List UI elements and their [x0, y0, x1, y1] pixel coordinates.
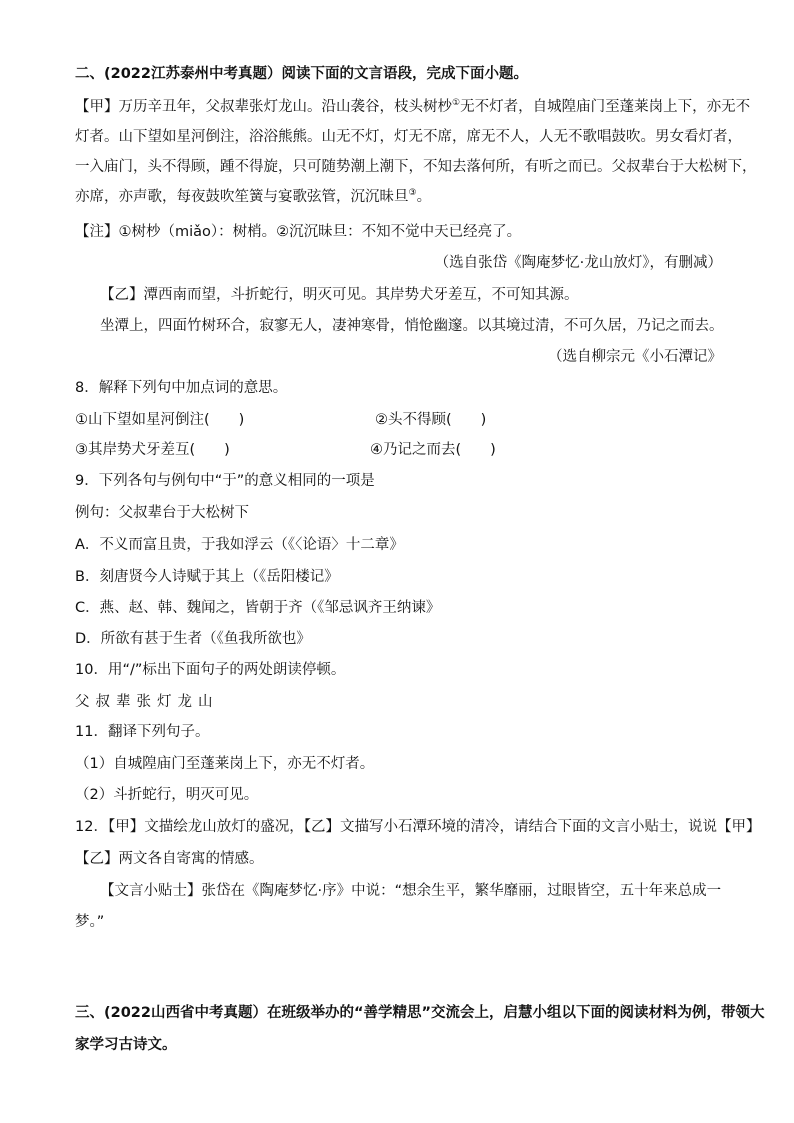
jia-text-4a: 亦席，亦声歌，每夜鼓吹笙簧与宴歌弦管，沉沉昧旦	[75, 189, 409, 205]
source-citation-1: （选自张岱《陶庵梦忆·龙山放灯》，有删减）	[434, 255, 722, 271]
q11-item-2: （2）斗折蛇行，明灭可见。	[75, 787, 259, 803]
jia-line-4	[75, 187, 431, 207]
note-mark-1: ①	[452, 98, 461, 109]
q9-option-b: B．刻唐贤今人诗赋于其上（《岳阳楼记》	[75, 569, 339, 585]
jia-line-2: 灯者。山下望如星河倒注，浴浴熊熊。山无不灯，灯无不席，席无不人，人无不歌唱鼓吹。男女看灯者，	[75, 129, 742, 145]
q11-item-1: （1）自城隍庙门至蓬莱岗上下，亦无不灯者。	[75, 756, 375, 772]
q12-tip-line-2: 梦。”	[75, 914, 105, 930]
section2-heading: 二、(2022江苏泰州中考真题）阅读下面的文言语段，完成下面小题。	[75, 66, 528, 82]
jia-line-3: 一入庙门，头不得顾，踵不得旋，只可随势潮上潮下，不知去落何所，有听之而已。父叔辈台于大松树下，	[75, 159, 757, 175]
q9-option-a: A．不义而富且贵，于我如浮云（《〈论语〉十二章》	[75, 537, 404, 553]
q12-tip-line-1: 【文言小贴士】张岱在《陶庵梦忆·序》中说：“想余生平，繁华靡丽，过眼皆空，五十年来总成一	[100, 883, 722, 899]
q9-example: 例句：父叔辈台于大松树下	[75, 505, 249, 521]
q8-item-1: ①山下望如星河倒注( )	[75, 412, 245, 428]
source-citation-2: （选自柳宗元《小石潭记》	[548, 349, 722, 365]
q10-title: 10．用“/”标出下面句子的两处朗读停顿。	[75, 662, 346, 678]
jia-text-1b: 无不灯者，自城隍庙门至蓬莱岗上下，亦无不	[460, 99, 751, 115]
q9-title: 9．下列各句与例句中“于”的意义相同的一项是	[75, 473, 375, 489]
yi-paragraph-2: 坐潭上，四面竹树环合，寂寥无人，凄神寒骨，悄怆幽邃。以其境过清，不可久居，乃记之而去。	[100, 318, 724, 334]
note-mark-3: ③	[408, 188, 417, 199]
jia-line-1	[75, 97, 750, 117]
q8-item-2: ②头不得顾( )	[375, 412, 487, 428]
q12-line-1: 12．【甲】文描绘龙山放灯的盛况，【乙】文描写小石潭环境的清冷，请结合下面的文言小贴士，说说【甲】	[75, 819, 761, 835]
section3-line-2: 家学习古诗文。	[75, 1037, 177, 1053]
q8-item-3: ③其岸势犬牙差互( )	[75, 442, 230, 458]
yi-paragraph-1: 【乙】潭西南而望，斗折蛇行，明灭可见。其岸势犬牙差互，不可知其源。	[100, 287, 579, 303]
q10-sentence: 父叔辈张灯龙山	[75, 694, 219, 710]
q9-option-c: C．燕、赵、韩、魏闻之，皆朝于齐（《邹忌讽齐王纳谏》	[75, 600, 441, 616]
q8-title: 8．解释下列句中加点词的意思。	[75, 380, 288, 396]
jia-text-1a: 【甲】万历辛丑年，父叔辈张灯龙山。沿山袭谷，枝头树杪	[75, 99, 452, 115]
q12-line-2: 【乙】两文各自寄寓的情感。	[75, 851, 264, 867]
q8-item-4: ④乃记之而去( )	[370, 442, 496, 458]
annotation-note: 【注】①树杪（miǎo）：树梢。②沉沉昧旦：不知不觉中天已经亮了。	[75, 224, 522, 240]
q9-option-d: D．所欲有甚于生者（《鱼我所欲也》	[75, 631, 311, 647]
jia-text-4b: 。	[416, 189, 432, 205]
q8-row-1	[75, 410, 487, 430]
q8-row-2	[75, 440, 496, 460]
q11-title: 11．翻译下列句子。	[75, 724, 210, 740]
section3-line-1: 三、(2022山西省中考真题）在班级举办的“善学精思”交流会上，启慧小组以下面的阅读材料为例，带领大	[75, 1005, 765, 1021]
